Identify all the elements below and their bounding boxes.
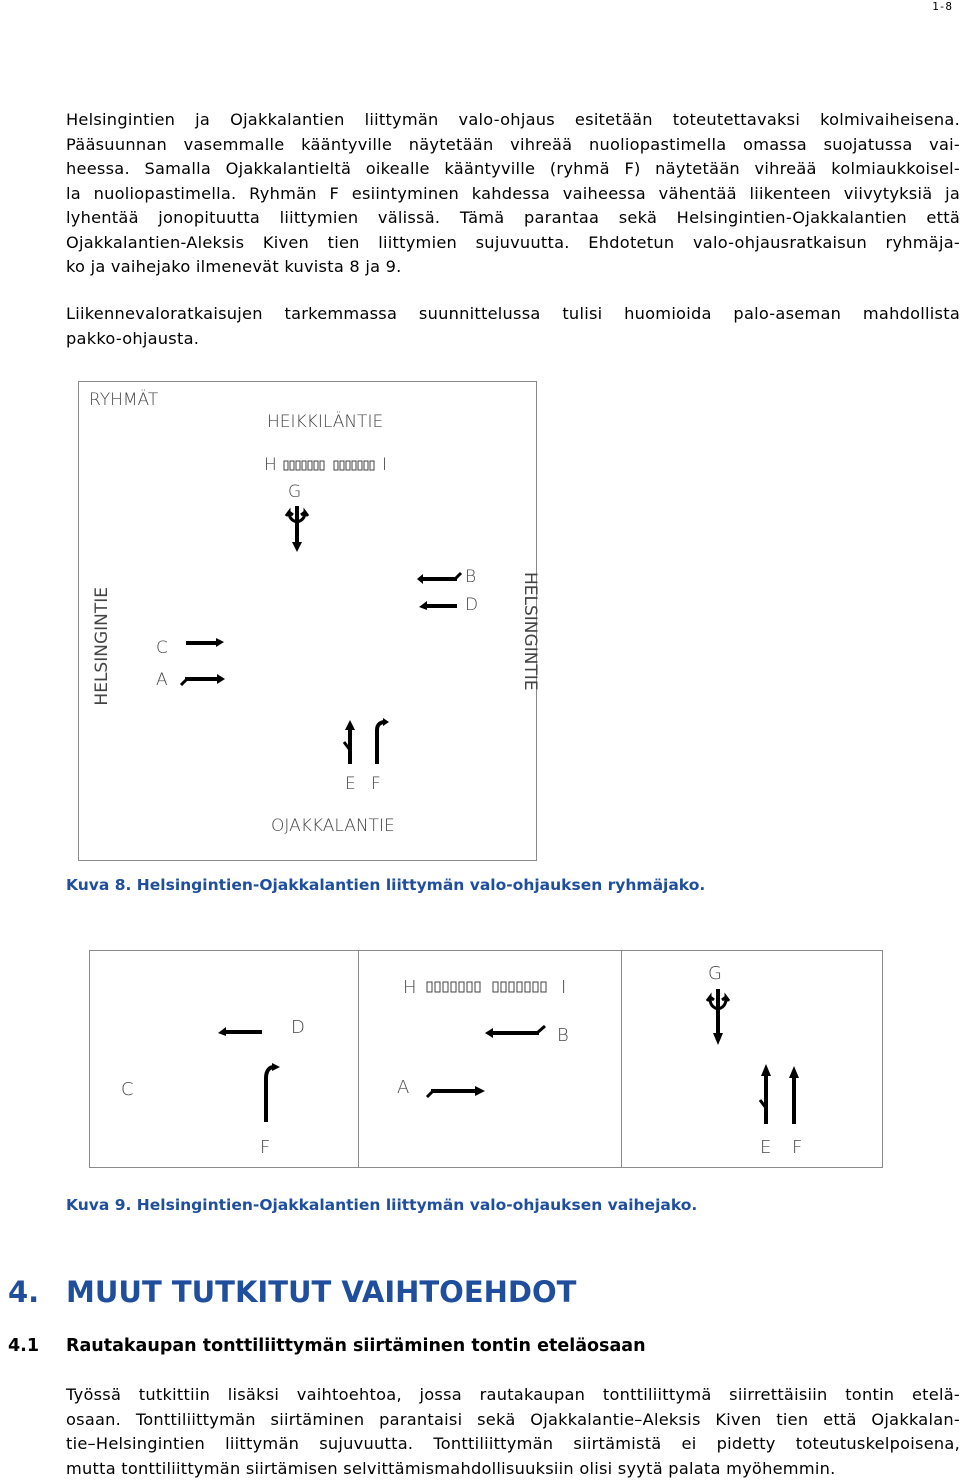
pedestrian-signal-icon [284, 460, 374, 472]
text-line: Liikennevaloratkaisujen tarkemmassa suunnittelussa tulisi huomioida palo-aseman mahdollista [66, 302, 960, 327]
subsection-number: 4.1 [8, 1336, 66, 1356]
arrow-down-icon [284, 504, 314, 554]
group-label-e: E [345, 774, 356, 794]
group-label-i: I [382, 455, 387, 475]
pedestrian-signal-icon [427, 981, 551, 994]
figure-8-diagram [78, 381, 537, 861]
arrow-left-icon [417, 570, 463, 586]
section-number: 4. [8, 1275, 66, 1309]
phase-label-a: A [397, 1077, 409, 1098]
phase-label-f: F [260, 1137, 270, 1158]
phase-label-i: I [561, 977, 566, 998]
arrow-right-icon [425, 1083, 485, 1099]
phase-label-f: F [792, 1137, 802, 1158]
text-line: pakko-ohjausta. [66, 327, 960, 352]
arrow-left-icon [218, 1024, 264, 1038]
group-label-c: C [156, 638, 168, 658]
text-line: Pääsuunnan vasemmalle kääntyville näytetään vihreää nuoliopastimella omassa suojatussa vai- [66, 133, 960, 158]
group-label-a: A [156, 670, 168, 690]
figure-9-phase-1 [89, 950, 359, 1168]
road-label-east: HELSINGINTIE [520, 572, 540, 691]
text-line: heessa. Samalla Ojakkalantieltä oikealle kääntyville (ryhmä F) näytetään vihreää kolmiaukkoisel- [66, 157, 960, 182]
section-paragraph [66, 1383, 960, 1481]
arrow-up-icon [260, 1064, 280, 1124]
text-line: osaan. Tonttiliittymän siirtäminen parantaisi sekä Ojakkalantie–Aleksis Kiven tien että Ojakkalan- [66, 1408, 960, 1433]
group-label-h: H [264, 455, 277, 475]
figure-title: RYHMÄT [89, 390, 158, 410]
figure-9-phase-3 [621, 950, 883, 1168]
phase-label-c: C [121, 1079, 134, 1100]
section-heading [8, 1275, 576, 1309]
road-label-south: OJAKKALANTIE [271, 816, 395, 836]
text-line: Helsingintien ja Ojakkalantien liittymän valo-ohjaus esitetään toteutettavaksi kolmivaiheisena. [66, 108, 960, 133]
text-line: mutta tonttiliittymän siirtämisen selvittämismahdollisuuksiin olisi syytä palata myöhemmin. [66, 1457, 960, 1481]
arrow-up-icon [341, 720, 359, 766]
arrow-up-icon [786, 1064, 806, 1126]
phase-label-e: E [760, 1137, 771, 1158]
intro-paragraph [66, 108, 960, 280]
figure-9-phase-2 [358, 950, 622, 1168]
subsection-heading [8, 1336, 646, 1356]
arrow-down-icon [704, 987, 734, 1047]
page-number: 1-8 [932, 0, 952, 13]
subsection-title: Rautakaupan tonttiliittymän siirtäminen tontin eteläosaan [66, 1336, 646, 1356]
figure-8-caption: Kuva 8. Helsingintien-Ojakkalantien liittymän valo-ohjauksen ryhmäjako. [66, 876, 705, 894]
arrow-up-icon [371, 720, 389, 766]
arrow-right-icon [184, 636, 224, 650]
arrow-left-icon [485, 1024, 547, 1042]
text-line: ko ja vaihejako ilmenevät kuvista 8 ja 9. [66, 255, 960, 280]
phase-label-b: B [557, 1025, 569, 1046]
group-label-b: B [465, 567, 476, 587]
text-line: Ojakkalantien-Aleksis Kiven tien liittymien sujuvuutta. Ehdotetun valo-ohjausratkaisun ryhmäja- [66, 231, 960, 256]
text-line: tie–Helsingintien liittymän sujuvuutta. Tonttiliittymän siirtämistä ei pidetty toteutuskelpoisena, [66, 1432, 960, 1457]
phase-label-g: G [708, 963, 722, 984]
arrow-right-icon [179, 672, 225, 688]
text-line: Työssä tutkittiin lisäksi vaihtoehtoa, jossa rautakaupan tonttiliittymä siirrettäisiin tontin etelä- [66, 1383, 960, 1408]
group-label-g: G [288, 482, 301, 502]
group-label-f: F [371, 774, 381, 794]
phase-label-d: D [291, 1017, 305, 1038]
second-paragraph [66, 302, 960, 351]
road-label-north: HEIKKILÄNTIE [267, 412, 383, 432]
arrow-up-icon [757, 1064, 777, 1126]
group-label-d: D [465, 595, 478, 615]
figure-9-caption: Kuva 9. Helsingintien-Ojakkalantien liittymän valo-ohjauksen vaihejako. [66, 1196, 697, 1214]
phase-label-h: H [403, 977, 417, 998]
text-line: lyhentää jonopituutta liittymien välissä. Tämä parantaa sekä Helsingintien-Ojakkalantien että [66, 206, 960, 231]
road-label-west: HELSINGINTIE [92, 587, 112, 706]
section-title: MUUT TUTKITUT VAIHTOEHDOT [66, 1275, 576, 1309]
text-line: la nuoliopastimella. Ryhmän F esiintyminen kahdessa vaiheessa vähentää liikenteen viivytyksiä ja [66, 182, 960, 207]
arrow-left-icon [419, 598, 459, 612]
